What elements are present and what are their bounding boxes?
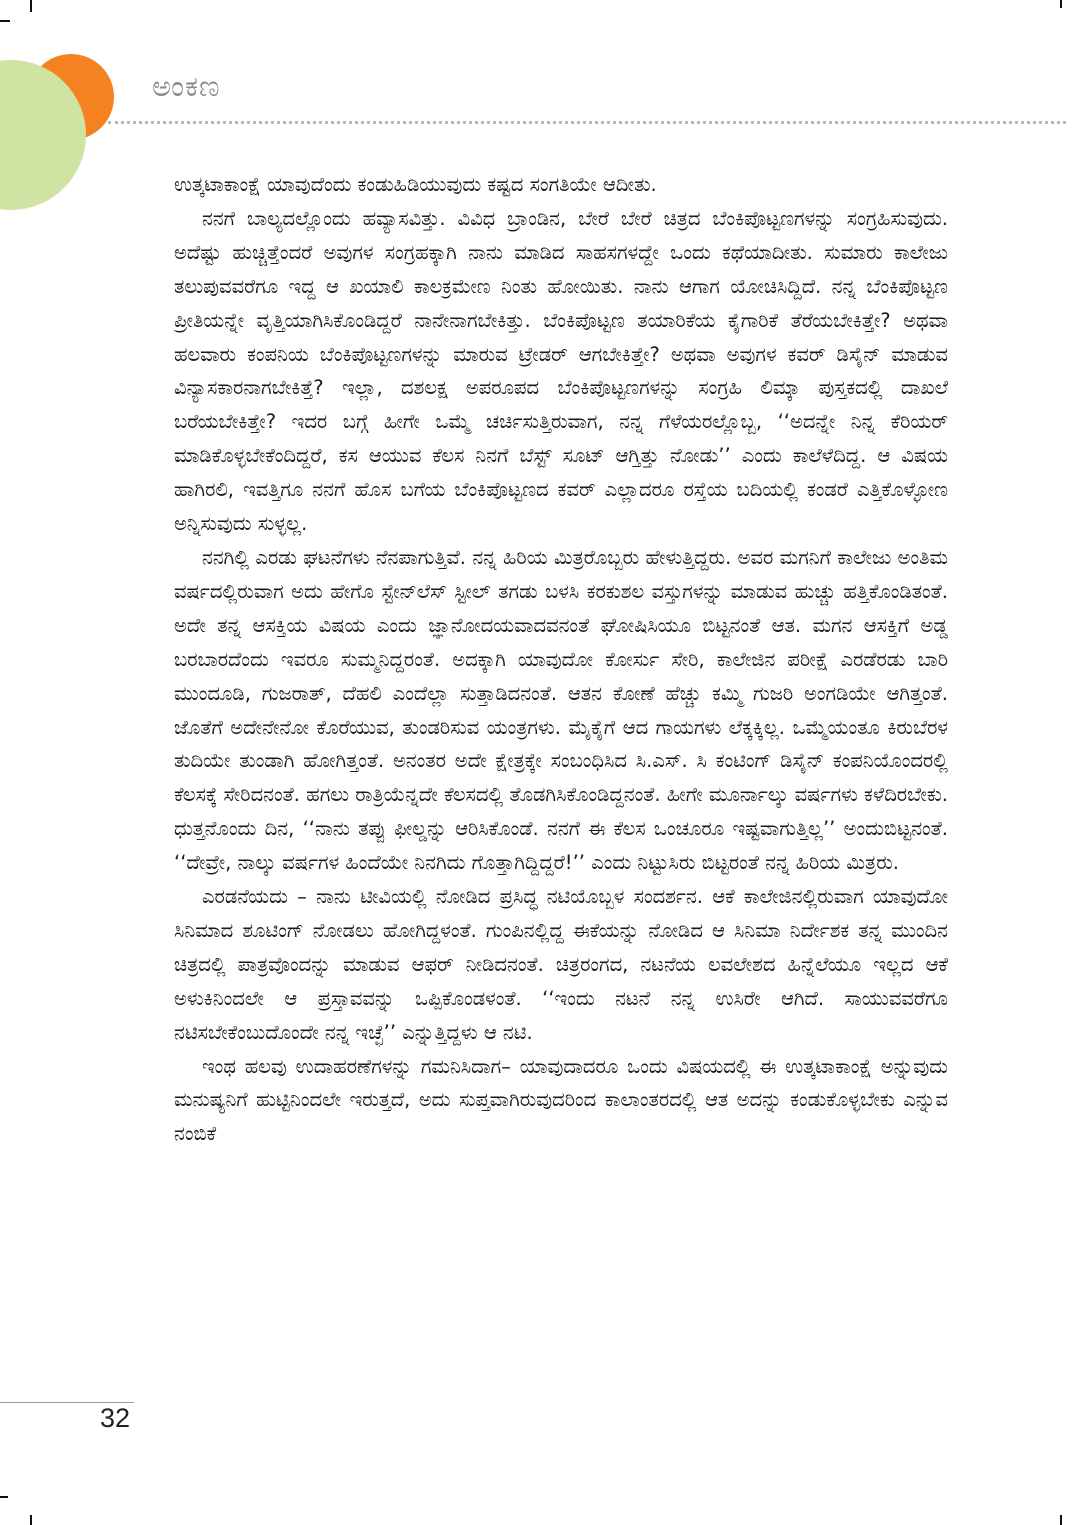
page-number: 32: [100, 1403, 131, 1433]
paragraph: ಎರಡನೆಯದು – ನಾನು ಟೀವಿಯಲ್ಲಿ ನೋಡಿದ ಪ್ರಸಿದ್ಧ ನಟಿಯೊಬ್ಬಳ ಸಂದರ್ಶನ. ಆಕೆ ಕಾಲೇಜಿನಲ್ಲಿರುವಾಗ ಯಾವುದೋ ಸಿನಿಮಾದ ಶೂಟಿಂಗ್ ನೋಡಲು ಹೋಗಿದ್ದಳಂತೆ. ಗುಂಪಿನಲ್ಲಿದ್ದ ಈಕೆಯನ್ನು ನೋಡಿದ ಆ ಸಿನಿಮಾ ನಿರ್ದೇಶಕ ತನ್ನ ಮುಂದಿನ ಚಿತ್ರದಲ್ಲಿ ಪಾತ್ರವೊಂದನ್ನು ಮಾಡುವ ಆಫರ್ ನೀಡಿದನಂತೆ. ಚಿತ್ರರಂಗದ, ನಟನೆಯ ಲವಲೇಶದ ಹಿನ್ನೆಲೆಯೂ ಇಲ್ಲದ ಆಕೆ ಅಳುಕಿನಿಂದಲೇ ಆ ಪ್ರಸ್ತಾವವನ್ನು ಒಪ್ಪಿಕೊಂಡಳಂತೆ. ‘‘ಇಂದು ನಟನೆ ನನ್ನ ಉಸಿರೇ ಆಗಿದೆ. ಸಾಯುವವರೆಗೂ ನಟಿಸಬೇಕೆಂಬುದೊಂದೇ ನನ್ನ ಇಚ್ಛೆ’’ ಎನ್ನುತ್ತಿದ್ದಳು ಆ ನಟಿ.: [174, 885, 949, 1044]
paragraph: ನನಗಿಲ್ಲಿ ಎರಡು ಘಟನೆಗಳು ನೆನಪಾಗುತ್ತಿವೆ. ನನ್ನ ಹಿರಿಯ ಮಿತ್ರರೊಬ್ಬರು ಹೇಳುತ್ತಿದ್ದರು. ಅವರ ಮಗನಿಗೆ ಕಾಲೇಜು ಅಂತಿಮ ವರ್ಷದಲ್ಲಿರುವಾಗ ಅದು ಹೇಗೊ ಸ್ಟೇನ್‌ಲೆಸ್ ಸ್ಟೀಲ್ ತಗಡು ಬಳಸಿ ಕರಕುಶಲ ವಸ್ತುಗಳನ್ನು ಮಾಡುವ ಹುಚ್ಚು ಹತ್ತಿಕೊಂಡಿತಂತೆ. ಅದೇ ತನ್ನ ಆಸಕ್ತಿಯ ವಿಷಯ ಎಂದು ಜ್ಞಾನೋದಯವಾದವನಂತೆ ಘೋಷಿಸಿಯೂ ಬಿಟ್ಟನಂತೆ ಆತ. ಮಗನ ಆಸಕ್ತಿಗೆ ಅಡ್ಡ ಬರಬಾರದೆಂದು ಇವರೂ ಸುಮ್ಮನಿದ್ದರಂತೆ. ಅದಕ್ಕಾಗಿ ಯಾವುದೋ ಕೋರ್ಸು ಸೇರಿ, ಕಾಲೇಜಿನ ಪರೀಕ್ಷೆ ಎರಡೆರಡು ಬಾರಿ ಮುಂದೂಡಿ, ಗುಜರಾತ್, ದೆಹಲಿ ಎಂದೆಲ್ಲಾ ಸುತ್ತಾಡಿದನಂತೆ. ಆತನ ಕೋಣೆ ಹೆಚ್ಚು ಕಮ್ಮಿ ಗುಜರಿ ಅಂಗಡಿಯೇ ಆಗಿತ್ತಂತೆ. ಜೊತೆಗೆ ಅದೇನೇನೋ ಕೊರೆಯುವ, ತುಂಡರಿಸುವ ಯಂತ್ರಗಳು. ಮೈಕೈಗೆ ಆದ ಗಾಯಗಳು ಲೆಕ್ಕಕ್ಕಿಲ್ಲ. ಒಮ್ಮೆಯಂತೂ ಕಿರುಬೆರಳ ತುದಿಯೇ ತುಂಡಾಗಿ ಹೋಗಿತ್ತಂತೆ. ಅನಂತರ ಅದೇ ಕ್ಷೇತ್ರಕ್ಕೇ ಸಂಬಂಧಿಸಿದ ಸಿ.ಎಸ್. ಸಿ ಕಂಟಿಂಗ್ ಡಿಸೈನ್ ಕಂಪನಿಯೊಂದರಲ್ಲಿ ಕೆಲಸಕ್ಕೆ ಸೇರಿದನಂತೆ. ಹಗಲು ರಾತ್ರಿಯೆನ್ನದೇ ಕೆಲಸದಲ್ಲಿ ತೊಡಗಿಸಿಕೊಂಡಿದ್ದನಂತೆ. ಹೀಗೇ ಮೂರ್ನಾಲ್ಕು ವರ್ಷಗಳು ಕಳೆದಿರಬೇಕು. ಧುತ್ತನೊಂದು ದಿನ, ‘‘ನಾನು ತಪ್ಪು ಫೀಲ್ಡನ್ನು ಆರಿಸಿಕೊಂಡೆ. ನನಗೆ ಈ ಕೆಲಸ ಒಂಚೂರೂ ಇಷ್ಟವಾಗುತ್ತಿಲ್ಲ’’ ಅಂದುಬಿಟ್ಟನಂತೆ. ‘‘ದೇವ್ರೇ, ನಾಲ್ಕು ವರ್ಷಗಳ ಹಿಂದೆಯೇ ನಿನಗಿದು ಗೊತ್ತಾಗಿದ್ದಿದ್ದರೆ!’’ ಎಂದು ನಿಟ್ಟುಸಿರು ಬಿಟ್ಟರಂತೆ ನನ್ನ ಹಿರಿಯ ಮಿತ್ರರು.: [174, 545, 948, 875]
crop-mark-bottom-left: [30, 1515, 32, 1525]
article-body: [174, 168, 948, 1151]
paragraph: ಇಂಥ ಹಲವು ಉದಾಹರಣೆಗಳನ್ನು ಗಮನಿಸಿದಾಗ– ಯಾವುದಾದರೂ ಒಂದು ವಿಷಯದಲ್ಲಿ ಈ ಉತ್ಕಟಾಕಾಂಕ್ಷೆ ಅನ್ನುವುದು ಮನುಷ್ಯನಿಗೆ ಹುಟ್ಟಿನಿಂದಲೇ ಇರುತ್ತದೆ, ಅದು ಸುಪ್ತವಾಗಿರುವುದರಿಂದ ಕಾಲಾಂತರದಲ್ಲಿ ಆತ ಅದನ್ನು ಕಂಡುಕೊಳ್ಳಬೇಕು ಎನ್ನುವ ನಂಬಿಕೆ: [174, 1054, 948, 1146]
crop-mark-top-right: [1060, 0, 1062, 8]
crop-mark-top-left-side: [0, 20, 10, 22]
crop-mark-top-left: [30, 0, 32, 12]
crop-mark-bottom-left-side: [0, 1496, 8, 1498]
paragraph: ಉತ್ಕಟಾಕಾಂಕ್ಷೆ ಯಾವುದೆಂದು ಕಂಡುಹಿಡಿಯುವುದು ಕಷ್ಟದ ಸಂಗತಿಯೇ ಆದೀತು.: [174, 173, 657, 196]
crop-mark-bottom-right: [1060, 1515, 1062, 1525]
paragraph: ನನಗೆ ಬಾಲ್ಯದಲ್ಲೊಂದು ಹವ್ಯಾಸವಿತ್ತು. ವಿವಿಧ ಬ್ರಾಂಡಿನ, ಬೇರೆ ಬೇರೆ ಚಿತ್ರದ ಬೆಂಕಿಪೊಟ್ಟಣಗಳನ್ನು ಸಂಗ್ರಹಿಸುವುದು. ಅದೆಷ್ಟು ಹುಚ್ಚಿತ್ತೆಂದರೆ ಅವುಗಳ ಸಂಗ್ರಹಕ್ಕಾಗಿ ನಾನು ಮಾಡಿದ ಸಾಹಸಗಳದ್ದೇ ಒಂದು ಕಥೆಯಾದೀತು. ಸುಮಾರು ಕಾಲೇಜು ತಲುಪುವವರೆಗೂ ಇದ್ದ ಆ ಖಯಾಲಿ ಕಾಲಕ್ರಮೇಣ ನಿಂತು ಹೋಯಿತು. ನಾನು ಆಗಾಗ ಯೋಚಿಸಿದ್ದಿದೆ. ನನ್ನ ಬೆಂಕಿಪೊಟ್ಟಣ ಪ್ರೀತಿಯನ್ನೇ ವೃತ್ತಿಯಾಗಿಸಿಕೊಂಡಿದ್ದರೆ ನಾನೇನಾಗಬೇಕಿತ್ತು. ಬೆಂಕಿಪೊಟ್ಟಣ ತಯಾರಿಕೆಯ ಕೈಗಾರಿಕೆ ತೆರೆಯಬೇಕಿತ್ತೇ? ಅಥವಾ ಹಲವಾರು ಕಂಪನಿಯ ಬೆಂಕಿಪೊಟ್ಟಣಗಳನ್ನು ಮಾರುವ ಟ್ರೇಡರ್ ಆಗಬೇಕಿತ್ತೇ? ಅಥವಾ ಅವುಗಳ ಕವರ್ ಡಿಸೈನ್ ಮಾಡುವ ವಿನ್ಯಾಸಕಾರನಾಗಬೇಕಿತ್ತೆ? ಇಲ್ಲಾ, ದಶಲಕ್ಷ ಅಪರೂಪದ ಬೆಂಕಿಪೊಟ್ಟಣಗಳನ್ನು ಸಂಗ್ರಹಿ ಲಿಮ್ಕಾ ಪುಸ್ತಕದಲ್ಲಿ ದಾಖಲೆ ಬರೆಯಬೇಕಿತ್ತೇ? ಇದರ ಬಗ್ಗೆ ಹೀಗೇ ಒಮ್ಮೆ ಚರ್ಚಿಸುತ್ತಿರುವಾಗ, ನನ್ನ ಗೆಳೆಯರಲ್ಲೊಬ್ಬ, ‘‘ಅದನ್ನೇ ನಿನ್ನ ಕೆರಿಯರ್ ಮಾಡಿಕೊಳ್ಳಬೇಕೆಂದಿದ್ದರೆ, ಕಸ ಆಯುವ ಕೆಲಸ ನಿನಗೆ ಬೆಸ್ಟ್ ಸೂಟ್ ಆಗ್ತಿತ್ತು ನೋಡು’’ ಎಂದು ಕಾಲೆಳೆದಿದ್ದ. ಆ ವಿಷಯ ಹಾಗಿರಲಿ, ಇವತ್ತಿಗೂ ನನಗೆ ಹೊಸ ಬಗೆಯ ಬೆಂಕಿಪೊಟ್ಟಣದ ಕವರ್ ಎಲ್ಲಾದರೂ ರಸ್ತೆಯ ಬದಿಯಲ್ಲಿ ಕಂಡರೆ ಎತ್ತಿಕೊಳ್ಳೋಣ ಅನ್ನಿಸುವುದು ಸುಳ್ಳಲ್ಲ.: [174, 206, 948, 536]
section-title: ಅಂಕಣ: [152, 69, 221, 103]
header-dotted-rule: [108, 121, 1066, 124]
